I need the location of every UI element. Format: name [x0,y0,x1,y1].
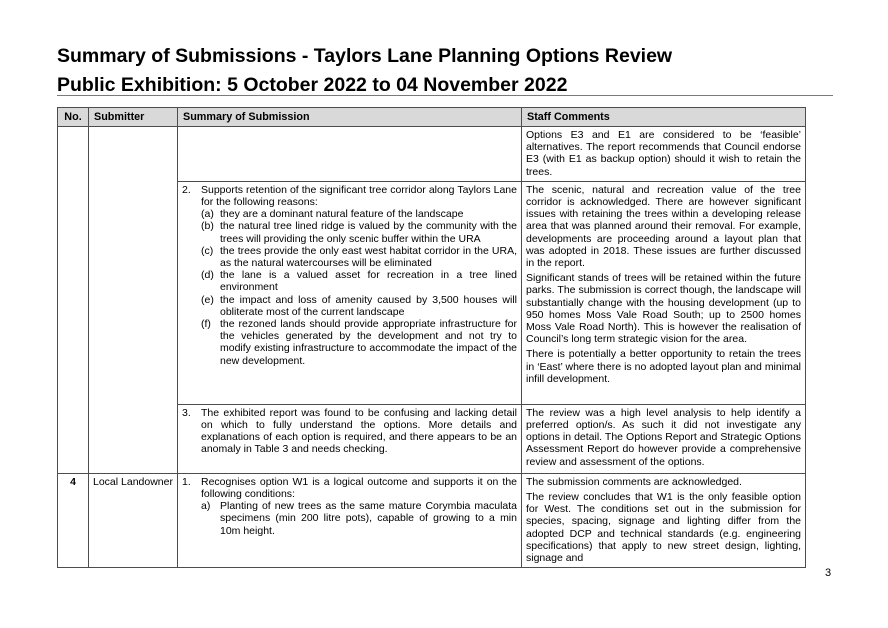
list-item: (c) the trees provide the only east west habitat corridor in the URA, as the natural watercourses will be eliminated [201,244,517,270]
table-header-row [58,108,806,127]
staff-comment: Significant stands of trees will be retained within the future parks. The submission is correct though, the landscape will substantially change with the housing development (up to 950 homes Moss Vale Road South; up to 2500 homes Moss Vale Road North). This is however the realisation of Council’s long term strategic vision for the area. [526,272,801,346]
submission-number-cell [58,127,89,474]
list-item: a) Planting of new trees as the same mature Corymbia maculata specimens (min 200 litre pots), capable of growing to a min 10m height. [201,500,517,537]
staff-comment: The submission comments are acknowledged. [526,475,742,488]
header-summary: Summary of Submission [178,108,522,127]
staff-comment: There is potentially a better opportunity to retain the trees in ‘East’ where there is no adopted layout plan and minimal infill development. [526,348,801,385]
item-text: The exhibited report was found to be confusing and lacking detail on which to fully understand the options. More details and explanations of each option is required, and there appears to be an anomaly in Table 3 and needs checking. [201,406,517,456]
list-item: (a) they are a dominant natural feature of the landscape [201,208,464,221]
list-item: (e) the impact and loss of amenity caused by 3,500 houses will obliterate most of the current landscape [201,293,517,318]
staff-comment: The review was a high level analysis to help identify a preferred option/s. As such it did not investigate any options in detail. The Options Report and Strategic Options Assessment Report do however provide a comprehensive review and assessment of the options. [526,406,801,468]
sub-list [201,208,517,367]
header-staff-comments: Staff Comments [522,108,806,127]
item-intro: Recognises option W1 is a logical outcome and supports it on the following conditions: [201,475,517,501]
header-submitter: Submitter [89,108,178,127]
item-intro: Supports retention of the significant tree corridor along Taylors Lane for the following reasons: [201,183,517,209]
staff-comment: The scenic, natural and recreation value of the tree corridor is acknowledged. There are however significant issues with retaining the trees within a developing release area that was planned around their removal. For example, developments are proceeding around a layout plan that was adopted in 2018. These issues are further discussed in the report. [526,183,801,270]
submitter-cell: Local Landowner [89,473,178,567]
item-number: 1. [182,475,191,488]
list-item: (b) the natural tree lined ridge is valued by the community with the trees will providing the only scenic buffer within the URA [201,220,517,245]
summary-item [182,476,517,500]
exhibition-period-title: Public Exhibition: 5 October 2022 to 04 November 2022 [57,74,568,96]
summary-item [182,407,517,456]
summary-item [182,184,517,208]
table-row [58,473,806,567]
title-divider [57,95,833,96]
submissions-table [57,107,806,568]
header-no: No. [58,108,89,127]
table-row [58,127,806,182]
sub-list [201,500,517,537]
summary-cell [178,181,522,404]
submission-number-cell: 4 [58,473,89,567]
document-title: Summary of Submissions - Taylors Lane Planning Options Review [57,45,673,67]
staff-comment: Options E3 and E1 are considered to be ‘feasible’ alternatives. The report recommends that Council endorse E3 (with E1 as backup option) should it wish to retain the trees. [526,129,801,178]
submitter-cell [89,127,178,474]
list-item: (d) the lane is a valued asset for recreation in a tree lined environment [201,269,517,294]
summary-cell [178,127,522,182]
page-number: 3 [825,567,832,579]
staff-comment-cell [522,473,806,567]
staff-comment-cell [522,404,806,473]
staff-comment-cell [522,181,806,404]
list-item: (f) the rezoned lands should provide appropriate infrastructure for the vehicles generated by the development and not try to modify existing infrastructure to accommodate the impact of the new development. [201,318,517,367]
staff-comment-cell [522,127,806,182]
staff-comment: The review concludes that W1 is the only feasible option for West. The conditions set out in the submission for species, spacing, signage and lighting differ from the adopted DCP and technical standards (e.g. engineering specifications) that apply to new street design, lighting, signage and [526,491,801,565]
summary-cell [178,404,522,473]
summary-cell [178,473,522,567]
item-number: 3. [182,406,191,419]
item-number: 2. [182,183,191,196]
